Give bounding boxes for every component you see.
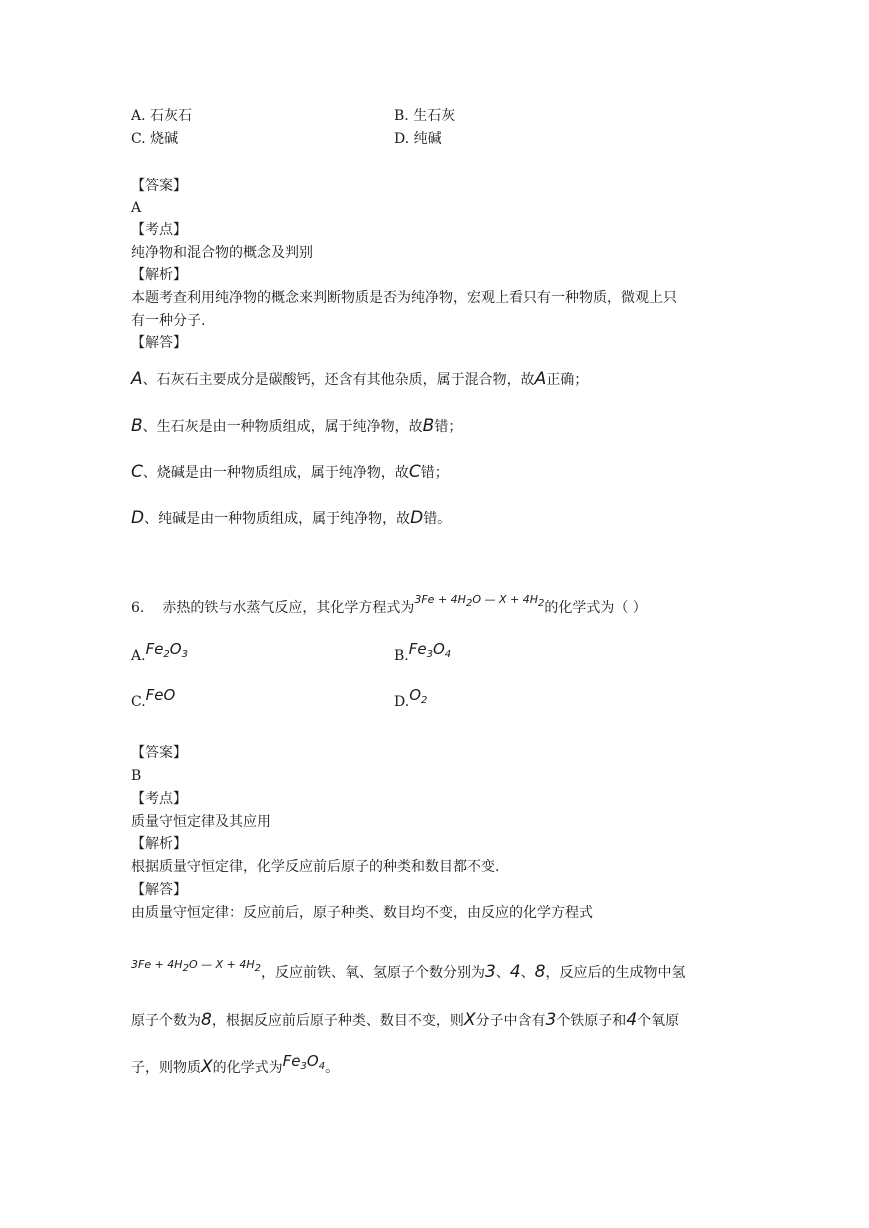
answer-value: A [131, 200, 142, 216]
q6-option-d: $D.O_2$ [394, 686, 428, 710]
jieda-heading: 【解答】 [131, 335, 187, 351]
kaodian-heading: 【考点】 [131, 222, 187, 238]
question-number: 6. [131, 600, 145, 616]
q6-option-b: $B.Fe_3O_4$ [394, 640, 452, 664]
q6-option-a: $A.Fe_2O_3$ [131, 640, 188, 664]
q6-kaodian-heading: 【考点】 [131, 791, 187, 807]
math-var: B [422, 416, 435, 436]
q6-jiexi-text: 根据质量守恒定律，化学反应前后原子的种类和数目都不变. [131, 859, 500, 875]
kaodian-text: 纯净物和混合物的概念及判别 [131, 245, 313, 261]
jieda-line-d: D、纯碱是由一种物质组成，属于纯净物，故D错。 [131, 508, 452, 528]
math-var: C [408, 462, 421, 482]
jieda-line-c: C、烧碱是由一种物质组成，属于纯净物，故C错； [131, 462, 449, 482]
q6-jieda-heading: 【解答】 [131, 882, 187, 898]
math-var: C [131, 462, 143, 482]
math-var: D [131, 508, 145, 528]
chemical-equation: 3Fe + 4H2O — X + 4H2 [131, 958, 261, 974]
jiexi-heading: 【解析】 [131, 267, 187, 283]
math-var: D [410, 508, 424, 528]
jieda-line-a: A、石灰石主要成分是碳酸钙，还含有其他杂质，属于混合物，故A正确； [131, 369, 589, 389]
q6-jieda-line-1: 由质量守恒定律：反应前后，原子种类、数目均不变，由反应的化学方程式 [131, 905, 593, 921]
q6-jiexi-heading: 【解析】 [131, 836, 187, 852]
math-var: A [534, 369, 547, 389]
jiexi-text-2: 有一种分子. [131, 313, 206, 329]
option-b: B. 生石灰 [394, 108, 456, 124]
chemical-equation: 3Fe + 4H2O — X + 4H2 [414, 593, 545, 609]
option-a: A. 石灰石 [131, 108, 193, 124]
option-d: D. 纯碱 [394, 131, 442, 147]
q6-jieda-line-2: $^{3Fe + 4H2O — X + 4H2}$，反应前铁、氧、氢原子个数分别为3、4、8，反应后的生成物中氢 [131, 958, 686, 982]
answer-heading: 【答案】 [131, 178, 187, 194]
q6-jieda-line-3: 原子个数为8，根据反应前后原子种类、数目不变，则X分子中含有3个铁原子和4个氧原 [131, 1010, 680, 1030]
q6-kaodian-text: 质量守恒定律及其应用 [131, 814, 271, 830]
math-var: A [131, 369, 143, 389]
question-6-stem: 6. 赤热的铁与水蒸气反应，其化学方程式为$^{3Fe + 4H2O — X + 4H2}$的化学式为（ ） [131, 593, 647, 616]
q6-option-c: C.FeO [131, 686, 176, 710]
jieda-line-b: B、生石灰是由一种物质组成，属于纯净物，故B错； [131, 416, 463, 436]
q6-jieda-line-4: 子，则物质X的化学式为$Fe_3O_4$。 [131, 1052, 340, 1077]
option-c: C. 烧碱 [131, 131, 179, 147]
q6-answer-value: B [131, 768, 142, 784]
jiexi-text-1: 本题考查利用纯净物的概念来判断物质是否为纯净物，宏观上看只有一种物质，微观上只 [131, 290, 677, 306]
math-var: B [131, 416, 143, 436]
q6-answer-heading: 【答案】 [131, 745, 187, 761]
